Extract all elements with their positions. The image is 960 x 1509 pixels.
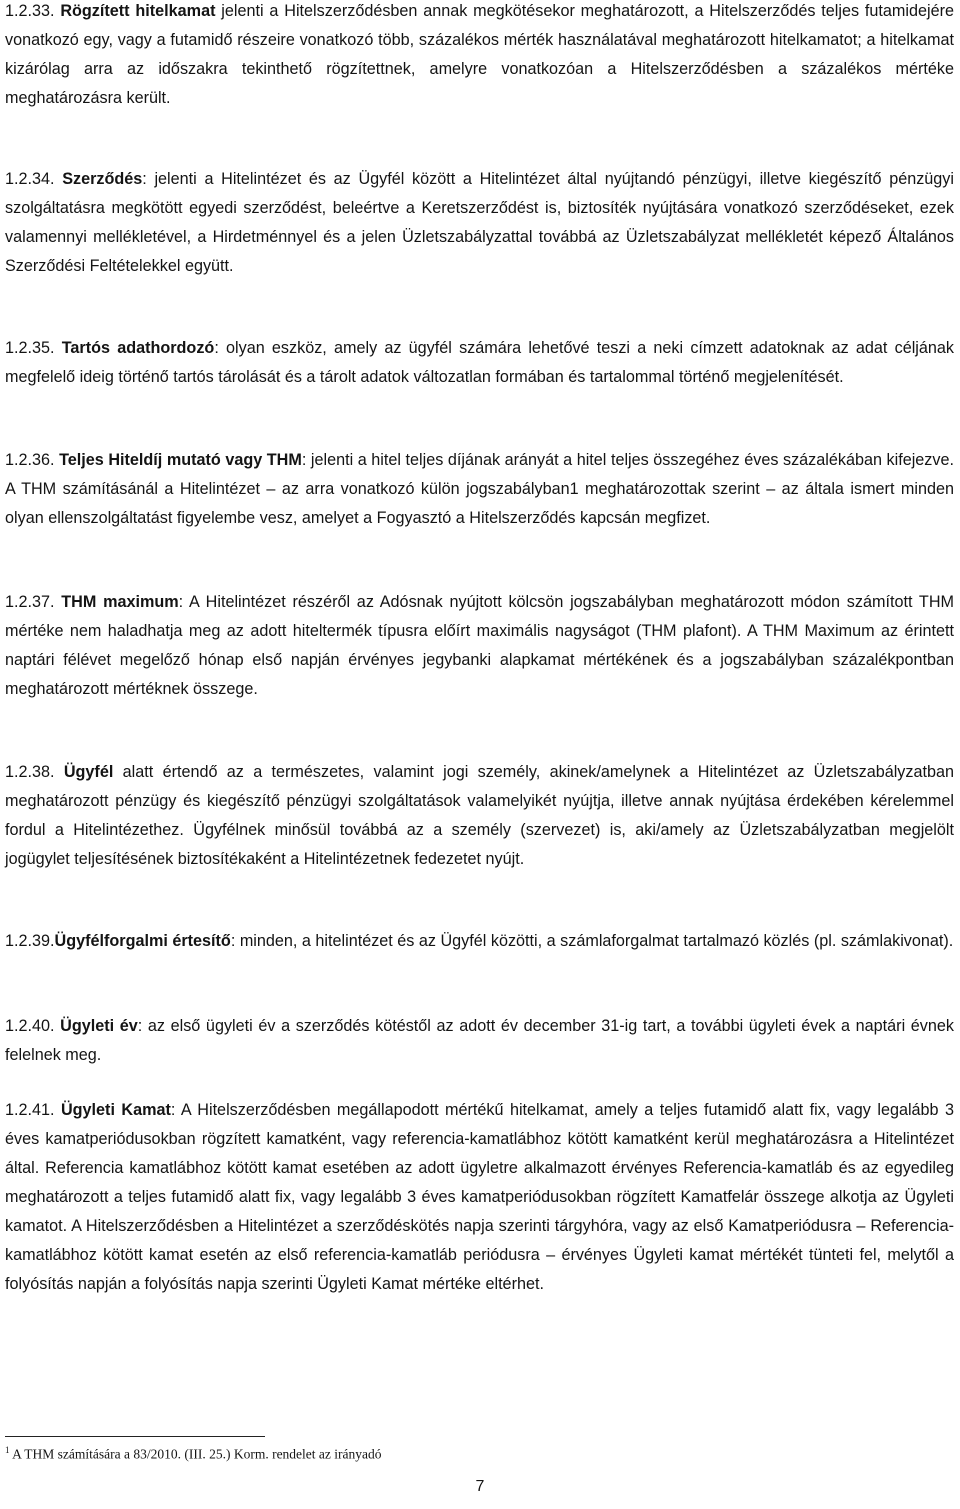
definition-1-2-35 [5, 334, 954, 392]
defined-term: Ügyleti év [60, 1017, 138, 1035]
defined-term: Ügyleti Kamat [60, 1101, 171, 1119]
definition-1-2-41 [5, 1096, 954, 1299]
defined-term: Rögzített hitelkamat [60, 2, 216, 20]
defined-term: Ügyfél [63, 763, 114, 781]
section-number: 1.2.35. [5, 339, 55, 357]
definition-text: : minden, a hitelintézet és az Ügyfél közötti, a számlaforgalmat tartalmazó közlés (pl. számlakivonat). [230, 932, 954, 950]
footnote [5, 1440, 382, 1465]
section-number: 1.2.40. [5, 1017, 55, 1035]
section-number: 1.2.38. [5, 763, 55, 781]
definition-text: : olyan eszköz, amely az ügyfél számára lehetővé teszi a neki címzett adatoknak az adat céljának megfelelő ideig történő tartós tárolását és a tárolt adatok változatlan formában és tartalommal történő megjelenítését. [5, 339, 954, 386]
section-number: 1.2.41. [5, 1101, 55, 1119]
section-number: 1.2.34. [5, 170, 55, 188]
definition-1-2-40 [5, 1012, 954, 1070]
definition-text: : A Hitelintézet részéről az Adósnak nyújtott kölcsön jogszabályban meghatározott módon számított THM mértéke nem haladhatja meg az adott hiteltermék típusra előírt maximális nagyságot (THM plafont). A THM Maximum az érintett naptári félévet megelőző hónap első napján érvényes jegybanki alapkamat mértékének és a jogszabályban százalékpontban meghatározott mértéknek összege. [5, 593, 954, 698]
page-number: 7 [475, 1478, 485, 1495]
definition-1-2-36 [5, 446, 954, 533]
definition-1-2-37 [5, 588, 954, 704]
definition-1-2-38 [5, 758, 954, 874]
definition-text: : jelenti a hitel teljes díjának arányát a hitel teljes összegéhez éves százalékában kifejezve. A THM számításánál a Hitelintézet – az arra vonatkozó külön jogszabályban1 meghatározottak szerint – az általa ismert minden olyan ellenszolgáltatást figyelembe vesz, amelyet a Fogyasztó a Hitelszerződés kapcsán megfizet. [5, 451, 954, 527]
footnote-mark: 1 [5, 1445, 10, 1455]
section-number: 1.2.36. [5, 451, 55, 469]
definition-1-2-33 [5, 0, 954, 113]
defined-term: Tartós adathordozó [61, 339, 215, 357]
definition-1-2-34 [5, 165, 954, 281]
defined-term: Teljes Hiteldíj mutató vagy THM [59, 451, 302, 469]
definition-text: : A Hitelszerződésben megállapodott mértékű hitelkamat, amely a teljes futamidő alatt fix, vagy legalább 3 éves kamatperiódusokban rögzített kamatként, vagy referencia-kamatlábhoz kötött kamatként kerül meghatározásra a Hitelintézet által. Referencia kamatlábhoz kötött kamat esetében az adott ügyletre alkalmazott érvényes Referencia-kamatláb és az egyedileg meghatározott a teljes futamidő alatt fix, vagy legalább 3 éves kamatperiódusokban rögzített Kamatfelár összege alkotja az Ügyleti kamatot. A Hitelszerződésben a Hitelintézet a szerződéskötés napja szerinti tárgyhóra, vagy az első Kamatperiódusra – Referencia-kamatlábhoz kötött kamat esetén az első referencia-kamatláb periódusra – érvényes Ügyleti kamat mértékét tünteti fel, melytől a folyósítás napján a folyósítás napja szerinti Ügyleti Kamat mértéke eltérhet. [5, 1101, 955, 1293]
section-number: 1.2.37. [5, 593, 55, 611]
definition-text: : az első ügyleti év a szerződés kötéstől az adott év december 31-ig tart, a további ügyleti évek a naptári évnek felelnek meg. [5, 1017, 954, 1064]
definition-text: : jelenti a Hitelintézet és az Ügyfél között a Hitelintézet által nyújtandó pénzügyi, illetve kiegészítő pénzügyi szolgáltatásra megkötött egyedi szerződést, beleértve a Keretszerződést is, biztosíték nyújtására vonatkozó szerződéseket, ezek valamennyi mellékletével, a Hirdetménnyel és a jelen Üzletszabályzattal továbbá az Üzletszabályzat mellékletét képező Általános Szerződési Feltételekkel együtt. [5, 170, 954, 275]
footnote-text: A THM számítására a 83/2010. (III. 25.) Korm. rendelet az irányadó [9, 1446, 382, 1462]
defined-term: Ügyfélforgalmi értesítő [54, 932, 231, 950]
footnote-separator [5, 1436, 265, 1437]
section-number: 1.2.39. [5, 932, 55, 950]
definition-1-2-39 [5, 927, 954, 956]
definition-text: jelenti a Hitelszerződésben annak megkötésekor meghatározott, a Hitelszerződés teljes futamidejére vonatkozó egy, vagy a futamidő részeire vonatkozó több, százalékos mérték használatával meghatározott hitelkamatot; a hitelkamat kizárólag arra az időszakra tekinthető rögzítettnek, amelyre vonatkozóan a Hitelszerződésben a százalékos mértéke meghatározásra került. [5, 2, 954, 107]
defined-term: Szerződés [62, 170, 143, 188]
defined-term: THM maximum [61, 593, 179, 611]
definition-text: alatt értendő az a természetes, valamint jogi személy, akinek/amelynek a Hitelintézet az Üzletszabályzatban meghatározott pénzügy és kiegészítő pénzügyi szolgáltatások valamelyikét nyújtja, illetve annak nyújtása érdekében kérelemmel fordul a Hitelintézethez. Ügyfélnek minősül továbbá az a személy (szervezet) is, aki/amely az Üzletszabályzatban megjelölt jogügylet teljesítésének biztosítékaként a Hitelintézetnek fedezetet nyújt. [5, 763, 954, 868]
section-number: 1.2.33. [5, 2, 55, 20]
